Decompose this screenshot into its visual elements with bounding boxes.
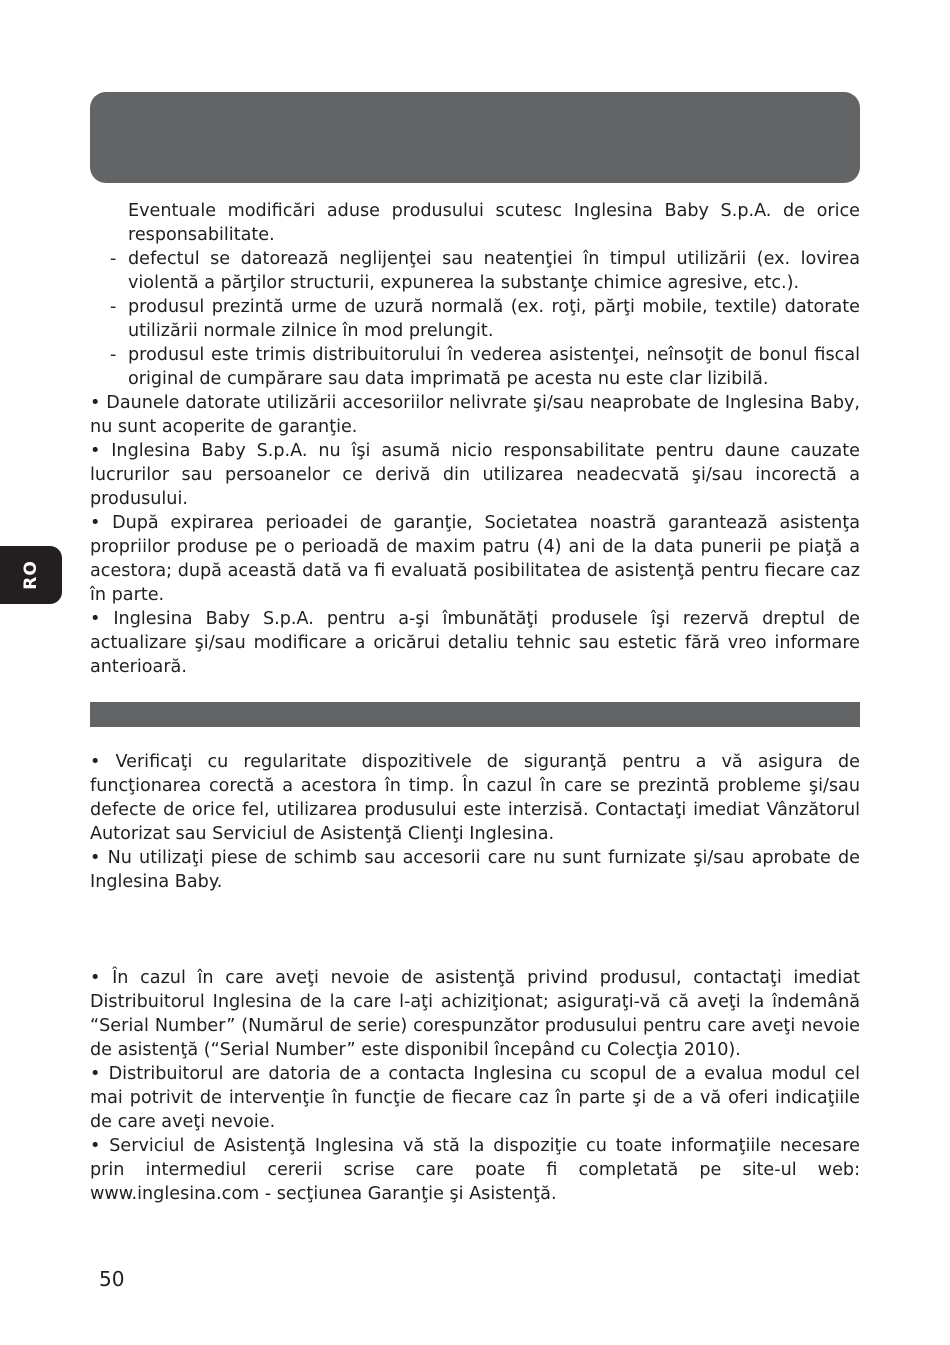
- header-band: [90, 92, 860, 183]
- dash-item: - produsul prezintă urme de uzură normală (ex. roţi, părţi mobile, textile) datorate utilizării normale zilnice în mod prelungit.: [90, 295, 860, 343]
- bullet-paragraph: • În cazul în care aveţi nevoie de asistenţă privind produsul, contactaţi imediat Distribuitorul Inglesina de la care l-aţi achiziţionat; asiguraţi-vă că aveţi la îndemână “Serial Number” (Numărul de serie) corespunzător produsului pentru care aveţi nevoie de asistenţă (“Serial Number” este disponibil începând cu Colecţia 2010).: [90, 968, 860, 1060]
- bullet-paragraph: • Inglesina Baby S.p.A. nu îşi asumă nicio responsabilitate pentru daune cauzate lucrurilor sau persoanelor ce derivă din utilizarea neadecvată şi/sau incorectă a produsului.: [90, 441, 860, 509]
- dash-item: - defectul se datorează neglijenţei sau neatenţiei în timpul utilizării (ex. lovirea violentă a părţilor structurii, expunerea la substanţe chimice agresive, etc.).: [90, 247, 860, 295]
- bullet-paragraph: • Serviciul de Asistenţă Inglesina vă stă la dispoziţie cu toate informaţiile necesare prin intermediul cererii scrise care poate fi completată pe site-ul web: www.inglesina.com - secţiunea Garanţie şi Asistenţă.: [90, 1136, 860, 1204]
- section-divider-bar: [90, 702, 860, 727]
- bullet-paragraph: • Distribuitorul are datoria de a contacta Inglesina cu scopul de a evalua modul cel mai potrivit de intervenţie în funcţie de fiecare caz în parte şi de a vă oferi indicaţiile de care aveţi nevoie.: [90, 1064, 860, 1132]
- dash-item: - produsul este trimis distribuitorului în vederea asistenţei, neînsoţit de bonul fiscal original de cumpărare sau data imprimată pe acesta nu este clar lizibilă.: [90, 343, 860, 391]
- bullet-paragraph: • Inglesina Baby S.p.A. pentru a-şi îmbunătăţi produsele îşi rezervă dreptul de actualizare şi/sau modificare a oricărui detaliu tehnic sau estetic fără vreo informare anterioară.: [90, 609, 860, 677]
- assistance-section: [90, 966, 860, 1206]
- bullet-paragraph: • După expirarea perioadei de garanţie, Societatea noastră garantează asistenţa propriilor produse pe o perioadă de maxim patru (4) ani de la data punerii pe piaţă a acestora; după această dată va fi evaluată posibilitatea de asistenţă pentru fiecare caz în parte.: [90, 513, 860, 605]
- bullet-paragraph: • Verificaţi cu regularitate dispozitivele de siguranţă pentru a vă asigura de funcţionarea corectă a acestora în timp. În cazul în care se prezintă probleme şi/sau defecte de orice fel, utilizarea produsului este interzisă. Contactaţi imediat Vânzătorul Autorizat sau Serviciul de Asistenţă Clienţi Inglesina.: [90, 752, 860, 844]
- page-number: 50: [99, 1267, 125, 1291]
- bullet-paragraph: • Daunele datorate utilizării accesoriilor nelivrate şi/sau neaprobate de Inglesina Baby, nu sunt acoperite de garanţie.: [90, 393, 860, 437]
- language-tab: [0, 546, 62, 604]
- maintenance-section: [90, 750, 860, 894]
- warranty-intro: Eventuale modificări aduse produsului scutesc Inglesina Baby S.p.A. de orice responsabilitate.: [128, 201, 860, 245]
- language-tab-label: RO: [21, 560, 41, 590]
- bullet-paragraph: • Nu utilizaţi piese de schimb sau accesorii care nu sunt furnizate şi/sau aprobate de Inglesina Baby.: [90, 848, 860, 892]
- warranty-section: [90, 199, 860, 679]
